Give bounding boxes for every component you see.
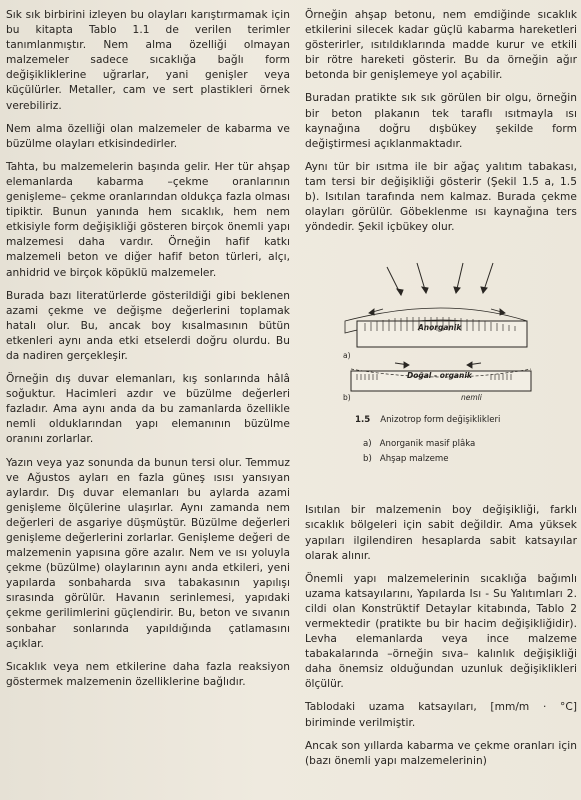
label-dogal-organik: Doğal - organik bbox=[407, 371, 472, 381]
figure-number: 1.5 bbox=[355, 415, 371, 426]
paragraph: Isıtılan bir malzemenin boy değişikliği, farklı sıcaklık bölgeleri için sabit değildir. Ama yüksek yapıları ilgilendiren hesaplarda sabit katsayılar olarak alınır. bbox=[305, 504, 577, 562]
heat-arrows bbox=[387, 263, 493, 295]
paragraph: Burada bazı literatürlerde gösterildiği gibi beklenen azami çekme ve değişme değerlerini toplamak hatalı olur. Bu, ancak boy kısalmasının bütün etkenleri aynı anda etki etselerdi doğru olurdu. Bu da nadiren gerçekleşir. bbox=[6, 289, 290, 362]
paragraph: Yazın veya yaz sonunda da bunun tersi olur. Temmuz ve Ağustos ayları en fazla güneş ısısı yansıyan aylardır. Dış duvar elemanları bu aylarda azami genişleme ölçülerine ulaşırlar. Aynı zamanda nem değerleri de asgariye düşmüştür. Büzülme değerleri genişleme değerlerini zorlarlar. Genişleme değeri de malzemenin yapısına göre azalır. Nem ve ısı yoluyla çekme (büzülme) olaylarının aynı anda etkileri, yeni yapılarda sonbaharda sıva tabakasının yapılışı sırasında görülür. Havanın serinlemesi, yapıdaki çekme gerilimlerini güçlendirir. Bu, beton ve sıvanın sonbahar sonlarında yapıldığında çatlamasını açıklar. bbox=[6, 456, 290, 650]
marker-a: a) bbox=[343, 351, 351, 361]
paragraph: Nem alma özelliği olan malzemeler de kabarma ve büzülme olayları etkisindedirler. bbox=[6, 122, 290, 150]
figure-legend-item: b) Ahşap malzeme bbox=[363, 454, 449, 465]
paragraph: Ancak son yıllarda kabarma ve çekme oranları için (bazı önemli yapı malzemelerinin) bbox=[305, 739, 577, 767]
paragraph: Örneğin ahşap betonu, nem emdiğinde sıcaklık etkilerini silecek kadar güçlü kabarma hareketleri gösterirler, ısıtıldıklarında madde kurur ve etkili bir rötre hareketi gösterir. Bu da örneğin ağır betonda bir genişlemeye yol açabilir. bbox=[305, 9, 577, 82]
figure-legend-item: a) Anorganik masif plâka bbox=[363, 439, 476, 450]
label-anorganik: Anorganik bbox=[418, 323, 462, 333]
left-column bbox=[6, 8, 290, 698]
marker-b: b) bbox=[343, 393, 351, 403]
paragraph: Tahta, bu malzemelerin başında gelir. Her tür ahşap elemanlarda kabarma –çekme oranlarının genişleme– çekme oranlarından oldukça fazla olması tipiktir. Bunun yanında hem sıcaklık, hem nem etkisiyle form değişikliği gösteren birçok önemli yapı malzemesi daha vardır. Örneğin hafif katkı malzemeli beton ve diğer hafif beton türleri, alçı, anhidrid ve birçok köpüklü malzemeler. bbox=[6, 160, 290, 279]
figure-anisotropic-deformation bbox=[305, 243, 577, 493]
paragraph: Aynı tür bir ısıtma ile bir ağaç yalıtım tabakası, tam tersi bir değişikliği gösterir (Şekil 1.5 a, 1.5 b). Isıtılan tarafında nem kalmaz. Burada çekme olayları görülür. Göbeklenme ısı kaynağına ters yöndedir. Şekil içbükey olur. bbox=[305, 160, 577, 234]
figure-caption bbox=[355, 415, 500, 425]
right-column bbox=[305, 8, 577, 777]
paragraph: Buradan pratikte sık sık görülen bir olgu, örneğin bir beton plakanın tek taraflı ısıtmayla ısı kaynağına doğru dışbükey şekilde form değiştirmesi açıklanmaktadır. bbox=[305, 92, 577, 150]
paragraph: Sıcaklık veya nem etkilerine daha fazla reaksiyon göstermek malzemenin özelliklerine bağlıdır. bbox=[6, 660, 290, 688]
label-nemli: nemli bbox=[461, 393, 482, 403]
paragraph: Önemli yapı malzemelerinin sıcaklığa bağımlı uzama katsayılarını, Yapılarda Isı - Su Yalıtımları 2. cildi olan Konstrüktif Detaylar kitabında, Tablo 2 vermektedir (pratikte bu bir hacim değişikliğidir). Levha elemanlarda veya ince malzeme tabakalarında –örneğin sıva– kalınlık değişikliği daha önemsiz olduğundan uzunluk değişiklikleri ölçülür. bbox=[305, 572, 577, 691]
paragraph: Sık sık birbirini izleyen bu olayları karıştırmamak için bu kitapta Tablo 1.1 de verilen terimler tanımlanmıştır. Nem alma özelliği olmayan malzemeler sadece sıcaklığa bağlı form değişikliklerine uğrarlar, yani genişler veya küçülürler. Metaller, cam ve sert plastikleri örnek verebiliriz. bbox=[6, 9, 290, 112]
paragraph: Tablodaki uzama katsayıları, [mm/m · °C] biriminde verilmiştir. bbox=[305, 701, 577, 729]
paragraph: Örneğin dış duvar elemanları, kış sonlarında hâlâ soğuktur. Hacimleri azdır ve büzülme değerleri fazladır. Ama aynı anda da bu zamanlarda özellikle nemli olduklarından yapı elemanının büzülme oranını zorlarlar. bbox=[6, 373, 290, 446]
figure-title: Anizotrop form değişiklikleri bbox=[380, 415, 501, 426]
